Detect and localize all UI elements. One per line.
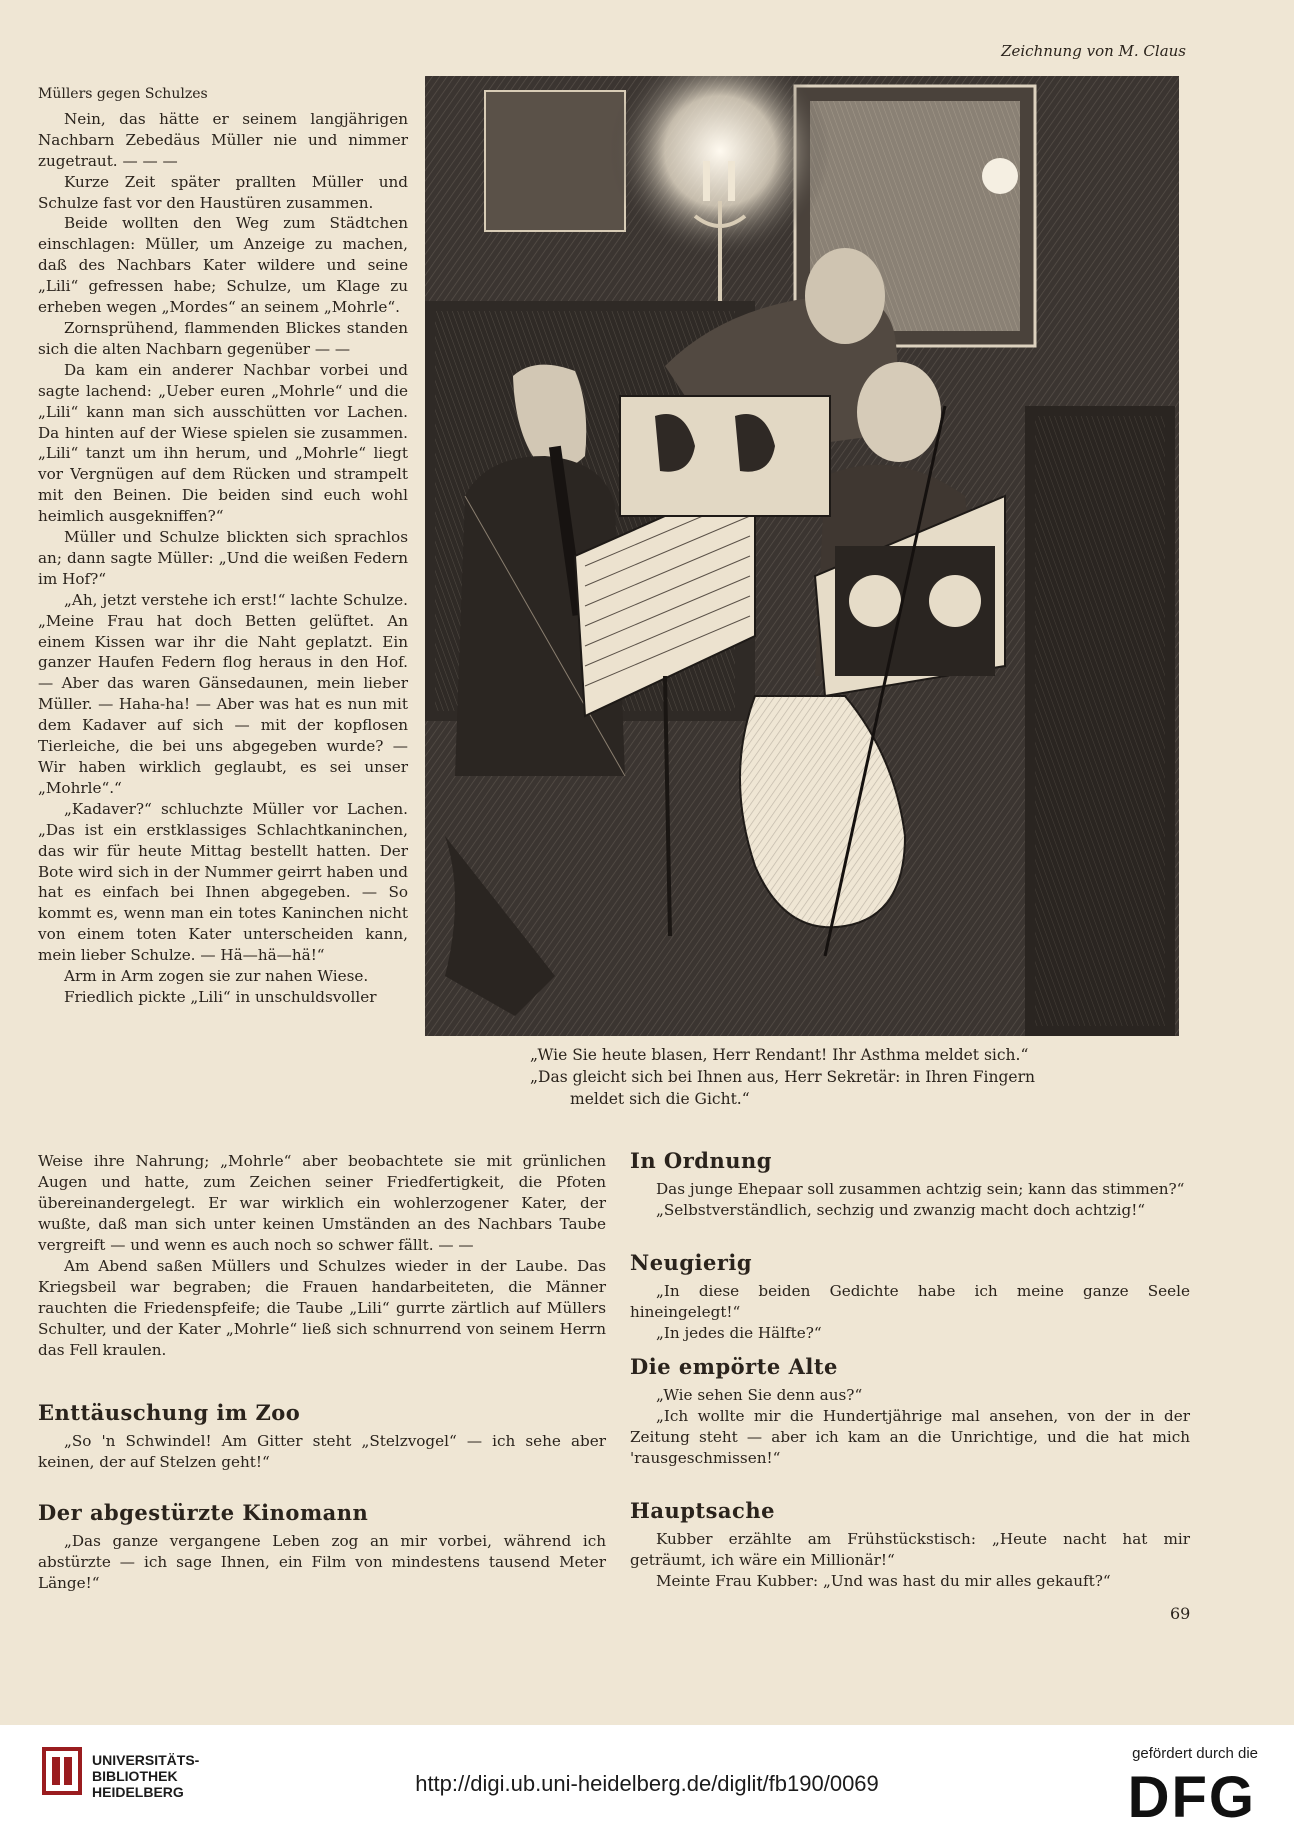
illustration-drawing bbox=[425, 76, 1179, 1036]
library-name-line: BIBLIOTHEK bbox=[92, 1768, 178, 1784]
section-title: Neugierig bbox=[630, 1250, 753, 1275]
library-name-line: HEIDELBERG bbox=[92, 1784, 184, 1800]
funding-label: gefördert durch die bbox=[1132, 1745, 1258, 1762]
story-paragraph: Friedlich pickte „Lili“ in unschuldsvoller bbox=[64, 987, 377, 1006]
story-paragraph: „Kadaver?“ schluchzte Müller vor Lachen. „Das ist ein erstklassiges Schlachtkaninchen, das wir für heute Mittag bestellt hatten. Der Bote wird sich in der Nummer geirrt haben und hat es einfach bei Ihnen abgegeben. — So kommt es, wenn man ein totes Kaninchen nicht von einem toten Kater unterscheiden kann, mein lieber Schulze. — Hä—hä—hä!“ bbox=[38, 799, 408, 965]
caption-line: „Wie Sie heute blasen, Herr Rendant! Ihr Asthma meldet sich.“ bbox=[530, 1046, 1029, 1064]
section-title: Enttäuschung im Zoo bbox=[38, 1400, 301, 1425]
illustration-credit: Zeichnung von M. Claus bbox=[1001, 42, 1186, 60]
story-heading: Müllers gegen Schulzes bbox=[38, 86, 208, 102]
section-neugierig bbox=[630, 1252, 1190, 1344]
story-paragraph: Da kam ein anderer Nachbar vorbei und sagte lachend: „Ueber euren „Mohrle“ und die „Lili“ kann man sich ausschütten vor Lachen. Da hinten auf der Wiese spielen sie zusammen. „Lili“ tanzt um ihn herum, und „Mohrle“ liegt vor Vergnügen auf dem Rücken und strampelt mit den Beinen. Die beiden sind euch wohl heimlich ausgekniffen?“ bbox=[38, 360, 408, 526]
caption-line: meldet sich die Gicht.“ bbox=[570, 1090, 750, 1108]
section-text: Das junge Ehepaar soll zusammen achtzig sein; kann das stimmen?“ bbox=[656, 1180, 1185, 1198]
permalink-url[interactable]: http://digi.ub.uni-heidelberg.de/diglit/fb190/0069 bbox=[415, 1771, 879, 1796]
section-text: Meinte Frau Kubber: „Und was hast du mir alles gekauft?“ bbox=[656, 1572, 1111, 1590]
section-title: Die empörte Alte bbox=[630, 1354, 838, 1379]
section-title: Hauptsache bbox=[630, 1498, 775, 1523]
dfg-logo[interactable]: DFG bbox=[1127, 1765, 1256, 1830]
section-text: „Wie sehen Sie denn aus?“ bbox=[656, 1386, 863, 1404]
story-paragraph: Kurze Zeit später prallten Müller und Schulze fast vor den Haustüren zusammen. bbox=[38, 172, 408, 212]
story-continuation bbox=[38, 1151, 606, 1361]
section-text: Kubber erzählte am Frühstückstisch: „Heute nacht hat mir geträumt, ich wäre ein Millionär!“ bbox=[630, 1530, 1190, 1569]
section-text: „So 'n Schwindel! Am Gitter steht „Stelzvogel“ — ich sehe aber keinen, der auf Stelzen geht!“ bbox=[38, 1432, 606, 1471]
story-paragraph: Müller und Schulze blickten sich sprachlos an; dann sagte Müller: „Und die weißen Federn im Hof?“ bbox=[38, 528, 408, 588]
section-text: „In diese beiden Gedichte habe ich meine ganze Seele hineingelegt!“ bbox=[630, 1282, 1190, 1321]
story-paragraph: Nein, das hätte er seinem langjährigen Nachbarn Zebedäus Müller nie und nimmer zugetraut. — — — bbox=[38, 109, 408, 170]
section-title: In Ordnung bbox=[630, 1148, 772, 1173]
page-number: 69 bbox=[1170, 1604, 1191, 1623]
section-ordnung bbox=[630, 1150, 1190, 1221]
section-kinomann bbox=[38, 1502, 606, 1594]
section-enttaeuschung bbox=[38, 1402, 606, 1473]
story-paragraph: Am Abend saßen Müllers und Schulzes wieder in der Laube. Das Kriegsbeil war begraben; die Frauen handarbeiteten, die Männer rauchten die Friedenspfeife; die Taube „Lili“ gurrte zärtlich auf Müllers Schulter, und der Kater „Mohrle“ ließ sich schnurrend von seinem Herrn das Fell kraulen. bbox=[38, 1257, 606, 1359]
section-title: Der abgestürzte Kinomann bbox=[38, 1500, 369, 1525]
trio-illustration bbox=[425, 76, 1179, 1036]
library-name-line: UNIVERSITÄTS- bbox=[92, 1752, 200, 1768]
digitization-footer bbox=[0, 1725, 1294, 1845]
story-left-column bbox=[38, 84, 408, 1008]
caption-line: „Das gleicht sich bei Ihnen aus, Herr Sekretär: in Ihren Fingern bbox=[530, 1068, 1035, 1086]
section-text: „Ich wollte mir die Hundertjährige mal ansehen, von der in der Zeitung steht — aber ich kam an die Unrichtige, und die hat mich 'rausgeschmissen!“ bbox=[630, 1407, 1190, 1467]
story-paragraph: „Ah, jetzt verstehe ich erst!“ lachte Schulze. „Meine Frau hat doch Betten gelüftet. An einem Kissen war ihr die Naht geplatzt. Ein ganzer Haufen Federn flog heraus in den Hof. — Aber das waren Gänsedaunen, mein lieber Müller. — Haha-ha! — Aber was hat es nun mit dem Kadaver auf sich — mit der kopflosen Tierleiche, die bei uns abgegeben wurde? — Wir haben wirklich geglaubt, es sei unser „Mohrle“.“ bbox=[38, 590, 408, 797]
section-text: „Selbstverständlich, sechzig und zwanzig macht doch achtzig!“ bbox=[656, 1201, 1146, 1219]
section-text: „Das ganze vergangene Leben zog an mir vorbei, während ich abstürzte — ich sage Ihnen, ein Film von mindestens tausend Meter Länge!“ bbox=[38, 1532, 606, 1592]
section-empoerte-alte bbox=[630, 1356, 1190, 1469]
illustration-caption bbox=[530, 1044, 1150, 1110]
story-paragraph: Beide wollten den Weg zum Städtchen einschlagen: Müller, um Anzeige zu machen, daß des Nachbars Kater wildere und seine „Lili“ gefressen habe; Schulze, um Klage zu erheben wegen „Mordes“ an seinem „Mohrle“. bbox=[38, 214, 408, 317]
moon bbox=[982, 158, 1018, 194]
story-paragraph: Zornsprühend, flammenden Blickes standen sich die alten Nachbarn gegenüber — — bbox=[38, 318, 408, 358]
story-paragraph: Weise ihre Nahrung; „Mohrle“ aber beobachtete sie mit grünlichen Augen und hatte, zum Zeichen seiner Friedfertigkeit, die Pfoten übereinandergelegt. Er war wirklich ein wohlerzogener Kater, der wußte, daß man sich unter keinen Umständen an des Nachbars Taube vergreift — und wenn es auch noch so schwer fällt. — — bbox=[38, 1152, 606, 1254]
story-paragraph: Arm in Arm zogen sie zur nahen Wiese. bbox=[64, 967, 369, 986]
section-hauptsache bbox=[630, 1500, 1190, 1592]
section-text: „In jedes die Hälfte?“ bbox=[656, 1324, 822, 1342]
